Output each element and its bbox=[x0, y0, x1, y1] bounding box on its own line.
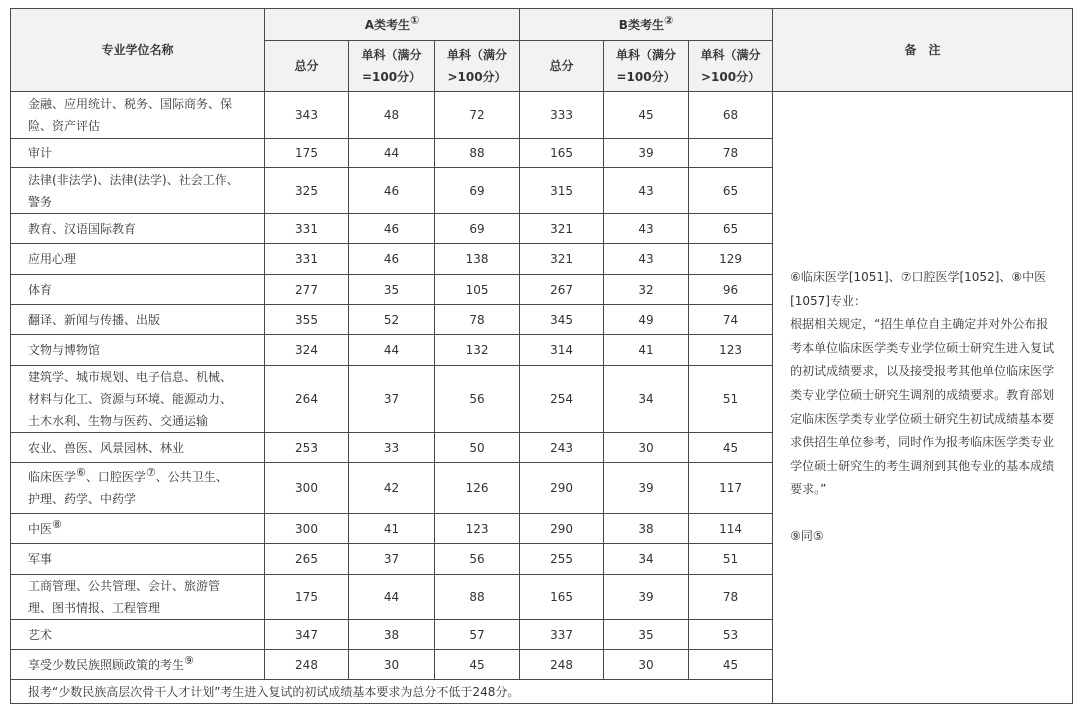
major-name: 教育、汉语国际教育 bbox=[11, 214, 265, 244]
b-single-100: 39 bbox=[604, 139, 689, 168]
b-single-100: 35 bbox=[604, 620, 689, 650]
b-single-100: 34 bbox=[604, 544, 689, 575]
a-total: 265 bbox=[265, 544, 349, 575]
a-single-100: 41 bbox=[349, 514, 435, 544]
a-total: 253 bbox=[265, 433, 349, 463]
header-group-a: A类考生① bbox=[265, 9, 520, 41]
b-single-gt100: 129 bbox=[689, 244, 773, 275]
major-name: 体育 bbox=[11, 275, 265, 305]
a-single-gt100: 126 bbox=[435, 463, 520, 514]
header-a-single-gt100: 单科（满分 >100分） bbox=[435, 41, 520, 92]
b-single-gt100: 68 bbox=[689, 92, 773, 139]
b-single-gt100: 51 bbox=[689, 544, 773, 575]
b-total: 337 bbox=[520, 620, 604, 650]
major-name: 工商管理、公共管理、会计、旅游管 理、图书情报、工程管理 bbox=[11, 575, 265, 620]
b-single-100: 39 bbox=[604, 463, 689, 514]
a-total: 300 bbox=[265, 514, 349, 544]
major-name: 金融、应用统计、税务、国际商务、保 险、资产评估 bbox=[11, 92, 265, 139]
notes-title-line2: [1057]专业： bbox=[790, 293, 866, 308]
a-total: 175 bbox=[265, 575, 349, 620]
b-total: 345 bbox=[520, 305, 604, 335]
major-name: 翻译、新闻与传播、出版 bbox=[11, 305, 265, 335]
a-single-100: 52 bbox=[349, 305, 435, 335]
b-single-gt100: 78 bbox=[689, 575, 773, 620]
b-single-gt100: 45 bbox=[689, 650, 773, 680]
a-single-gt100: 57 bbox=[435, 620, 520, 650]
b-single-100: 43 bbox=[604, 244, 689, 275]
a-single-100: 44 bbox=[349, 575, 435, 620]
b-single-100: 39 bbox=[604, 575, 689, 620]
a-single-gt100: 45 bbox=[435, 650, 520, 680]
b-total: 321 bbox=[520, 244, 604, 275]
b-single-gt100: 51 bbox=[689, 366, 773, 433]
b-single-gt100: 74 bbox=[689, 305, 773, 335]
a-single-100: 46 bbox=[349, 168, 435, 214]
major-name: 临床医学⑥、口腔医学⑦、公共卫生、 护理、药学、中药学 bbox=[11, 463, 265, 514]
b-single-gt100: 65 bbox=[689, 214, 773, 244]
a-single-gt100: 69 bbox=[435, 214, 520, 244]
a-single-100: 35 bbox=[349, 275, 435, 305]
a-single-gt100: 88 bbox=[435, 575, 520, 620]
a-single-100: 30 bbox=[349, 650, 435, 680]
b-total: 321 bbox=[520, 214, 604, 244]
a-total: 347 bbox=[265, 620, 349, 650]
major-name: 建筑学、城市规划、电子信息、机械、 材料与化工、资源与环境、能源动力、 土木水利、生物与医药、交通运输 bbox=[11, 366, 265, 433]
b-single-gt100: 65 bbox=[689, 168, 773, 214]
footnote-marker-9: ⑨ bbox=[184, 653, 194, 667]
table-row bbox=[11, 92, 1073, 139]
b-total: 290 bbox=[520, 463, 604, 514]
b-total: 314 bbox=[520, 335, 604, 366]
notes-cell bbox=[773, 92, 1073, 704]
b-single-100: 38 bbox=[604, 514, 689, 544]
a-single-gt100: 69 bbox=[435, 168, 520, 214]
footnote-marker-7: ⑦ bbox=[145, 466, 156, 479]
b-total: 248 bbox=[520, 650, 604, 680]
score-requirements-table bbox=[10, 8, 1073, 704]
a-single-gt100: 56 bbox=[435, 366, 520, 433]
header-a-single-100: 单科（满分 =100分） bbox=[349, 41, 435, 92]
a-single-100: 37 bbox=[349, 366, 435, 433]
b-single-100: 43 bbox=[604, 214, 689, 244]
b-single-gt100: 96 bbox=[689, 275, 773, 305]
major-name: 文物与博物馆 bbox=[11, 335, 265, 366]
b-single-gt100: 78 bbox=[689, 139, 773, 168]
header-major-name: 专业学位名称 bbox=[11, 9, 265, 92]
b-single-100: 45 bbox=[604, 92, 689, 139]
b-single-gt100: 53 bbox=[689, 620, 773, 650]
b-total: 333 bbox=[520, 92, 604, 139]
a-single-100: 46 bbox=[349, 244, 435, 275]
a-single-100: 42 bbox=[349, 463, 435, 514]
a-single-gt100: 123 bbox=[435, 514, 520, 544]
major-name: 享受少数民族照顾政策的考生⑨ bbox=[11, 650, 265, 680]
a-total: 264 bbox=[265, 366, 349, 433]
footer-note: 报考“少数民族高层次骨干人才计划”考生进入复试的初试成绩基本要求为总分不低于248分。 bbox=[11, 680, 773, 704]
a-single-100: 38 bbox=[349, 620, 435, 650]
b-single-100: 32 bbox=[604, 275, 689, 305]
a-total: 277 bbox=[265, 275, 349, 305]
major-name: 艺术 bbox=[11, 620, 265, 650]
header-notes: 备 注 bbox=[773, 9, 1073, 92]
a-total: 248 bbox=[265, 650, 349, 680]
a-total: 343 bbox=[265, 92, 349, 139]
header-a-total: 总分 bbox=[265, 41, 349, 92]
footnote-marker-6: ⑥ bbox=[76, 466, 86, 479]
a-total: 325 bbox=[265, 168, 349, 214]
a-total: 331 bbox=[265, 244, 349, 275]
b-single-gt100: 45 bbox=[689, 433, 773, 463]
b-total: 254 bbox=[520, 366, 604, 433]
b-single-100: 34 bbox=[604, 366, 689, 433]
b-single-100: 30 bbox=[604, 650, 689, 680]
a-single-gt100: 88 bbox=[435, 139, 520, 168]
a-single-100: 46 bbox=[349, 214, 435, 244]
a-single-100: 37 bbox=[349, 544, 435, 575]
b-single-gt100: 117 bbox=[689, 463, 773, 514]
a-single-gt100: 56 bbox=[435, 544, 520, 575]
a-single-gt100: 72 bbox=[435, 92, 520, 139]
major-name: 法律(非法学)、法律(法学)、社会工作、 警务 bbox=[11, 168, 265, 214]
b-single-100: 41 bbox=[604, 335, 689, 366]
a-single-gt100: 105 bbox=[435, 275, 520, 305]
a-single-gt100: 132 bbox=[435, 335, 520, 366]
notes-title-line1: ⑥临床医学[1051]、⑦口腔医学[1052]、⑧中医 bbox=[790, 270, 1047, 284]
b-total: 165 bbox=[520, 575, 604, 620]
a-total: 324 bbox=[265, 335, 349, 366]
b-total: 290 bbox=[520, 514, 604, 544]
a-total: 331 bbox=[265, 214, 349, 244]
b-single-gt100: 114 bbox=[689, 514, 773, 544]
a-single-100: 44 bbox=[349, 335, 435, 366]
major-name: 农业、兽医、风景园林、林业 bbox=[11, 433, 265, 463]
a-single-100: 48 bbox=[349, 92, 435, 139]
a-single-100: 44 bbox=[349, 139, 435, 168]
footnote-marker-1: ① bbox=[410, 13, 420, 27]
header-group-b: B类考生② bbox=[520, 9, 773, 41]
b-single-100: 30 bbox=[604, 433, 689, 463]
a-total: 355 bbox=[265, 305, 349, 335]
header-b-single-gt100: 单科（满分 >100分） bbox=[689, 41, 773, 92]
major-name: 审计 bbox=[11, 139, 265, 168]
header-b-single-100: 单科（满分 =100分） bbox=[604, 41, 689, 92]
a-single-gt100: 78 bbox=[435, 305, 520, 335]
b-total: 255 bbox=[520, 544, 604, 575]
b-single-100: 49 bbox=[604, 305, 689, 335]
a-total: 300 bbox=[265, 463, 349, 514]
b-total: 315 bbox=[520, 168, 604, 214]
b-total: 243 bbox=[520, 433, 604, 463]
header-b-total: 总分 bbox=[520, 41, 604, 92]
a-single-gt100: 50 bbox=[435, 433, 520, 463]
footnote-marker-8: ⑧ bbox=[52, 517, 62, 531]
major-name: 军事 bbox=[11, 544, 265, 575]
a-single-gt100: 138 bbox=[435, 244, 520, 275]
notes-body: 根据相关规定，“招生单位自主确定并对外公布报考本单位临床医学类专业学位硕士研究生进入复试的初试成绩要求，以及接受报考其他单位临床医学类专业学位硕士研究生调剂的成绩要求。教育部划定临床医学类专业学位硕士研究生初试成绩基本要求供招生单位参考，同时作为报考临床医学类专业学位硕士研究生的考生调剂到其他专业的基本成绩要求。” bbox=[790, 317, 1055, 497]
a-total: 175 bbox=[265, 139, 349, 168]
major-name: 应用心理 bbox=[11, 244, 265, 275]
footnote-marker-2: ② bbox=[663, 13, 674, 27]
a-single-100: 33 bbox=[349, 433, 435, 463]
header-group-row bbox=[11, 9, 1073, 41]
b-total: 165 bbox=[520, 139, 604, 168]
b-single-100: 43 bbox=[604, 168, 689, 214]
major-name: 中医⑧ bbox=[11, 514, 265, 544]
b-total: 267 bbox=[520, 275, 604, 305]
b-single-gt100: 123 bbox=[689, 335, 773, 366]
notes-footnote-9: ⑨同⑤ bbox=[790, 528, 824, 543]
